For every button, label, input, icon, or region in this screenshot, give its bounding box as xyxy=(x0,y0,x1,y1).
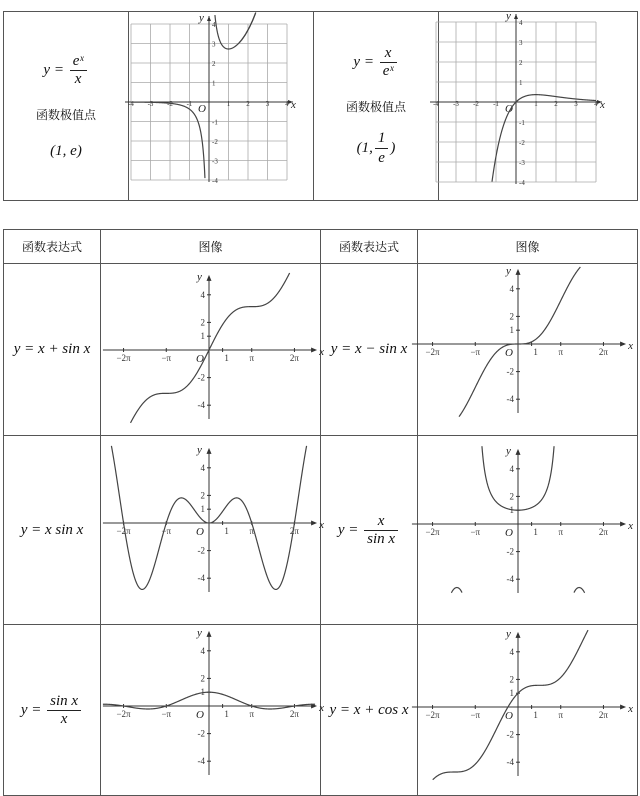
denominator: eˣ xyxy=(382,62,394,79)
y-axis-arrow xyxy=(207,275,212,281)
y-tick-label: 4 xyxy=(212,21,216,29)
x-tick-label: −π xyxy=(161,709,172,719)
header-expression: 函数表达式 xyxy=(321,230,418,264)
origin-label: O xyxy=(196,526,204,538)
x-tick-label: 3 xyxy=(574,100,578,108)
x-axis-arrow xyxy=(620,522,626,527)
graph-ex-over-x xyxy=(129,12,314,195)
y-tick-label: 1 xyxy=(509,505,514,516)
y-tick-label: -4 xyxy=(519,179,525,187)
x-axis-label: x xyxy=(628,340,633,352)
formula-cell-ex-over-x xyxy=(4,12,129,201)
function-curve-extension xyxy=(239,13,255,43)
y-tick-label: 4 xyxy=(509,646,514,657)
y-tick-label: 1 xyxy=(519,79,523,87)
y-tick-label: -2 xyxy=(212,138,218,146)
x-tick-label: −2π xyxy=(116,526,131,536)
origin-label: O xyxy=(196,709,204,721)
y-tick-label: -1 xyxy=(519,119,525,127)
function-graph-table xyxy=(3,229,638,796)
graph-cell xyxy=(418,264,638,436)
x-axis-arrow xyxy=(620,342,626,347)
denominator: e xyxy=(378,149,385,166)
y-tick-label: 3 xyxy=(519,39,523,47)
x-tick-label: 2π xyxy=(598,710,608,720)
x-tick-label: 2π xyxy=(598,347,608,357)
extremum-point xyxy=(314,129,438,168)
y-axis-label: y xyxy=(506,10,511,22)
point-open: (1, xyxy=(356,139,373,156)
y-tick-label: -4 xyxy=(212,177,218,185)
graph-sinx-over-x xyxy=(101,625,324,790)
y-tick-label: 1 xyxy=(509,325,514,336)
x-tick-label: −2π xyxy=(116,709,131,719)
x-axis-label: x xyxy=(628,520,633,532)
x-tick-label: π xyxy=(249,526,254,536)
graph-x-over-ex xyxy=(433,10,638,195)
x-axis-label: x xyxy=(628,703,633,715)
extremum-point: (1, e) xyxy=(50,142,82,159)
formula-lhs: y = xyxy=(43,61,64,78)
origin-label: O xyxy=(196,353,204,365)
x-tick-label: −π xyxy=(470,710,481,720)
function-curve xyxy=(131,273,290,423)
x-tick-label: −π xyxy=(470,347,481,357)
formula-x-minus-sinx: y = x − sin x xyxy=(321,264,418,436)
x-tick-label: 2π xyxy=(289,353,299,363)
y-axis-arrow xyxy=(207,448,212,454)
y-axis-label: y xyxy=(197,627,202,640)
x-tick-label: π xyxy=(249,353,254,363)
y-axis-arrow xyxy=(207,16,211,21)
y-tick-label: 1 xyxy=(200,331,205,342)
graph-cell-x-over-ex xyxy=(433,10,638,201)
y-tick-label: -4 xyxy=(197,400,205,411)
y-tick-label: 1 xyxy=(200,687,205,698)
x-tick-label: -2 xyxy=(167,100,173,108)
x-tick-label: -4 xyxy=(433,100,439,108)
y-tick-label: -1 xyxy=(212,118,218,127)
header-graph: 图像 xyxy=(101,230,321,264)
y-tick-label: 4 xyxy=(200,289,205,300)
graph-x-plus-cosx xyxy=(418,625,638,790)
x-axis-label: x xyxy=(291,99,296,111)
y-tick-label: -2 xyxy=(197,728,205,739)
graph-cell xyxy=(101,264,324,436)
y-tick-label: -2 xyxy=(197,372,205,383)
x-tick-label: -3 xyxy=(147,100,154,108)
y-tick-label: 2 xyxy=(200,317,205,328)
graph-cell xyxy=(101,625,324,796)
denominator: x xyxy=(74,70,82,87)
numerator: 1 xyxy=(375,129,389,149)
y-axis-arrow xyxy=(516,449,521,455)
formula-sinx-over-x xyxy=(4,625,101,796)
x-tick-label: 1 xyxy=(224,353,229,363)
x-tick-label: 1 xyxy=(224,526,229,536)
y-tick-label: 2 xyxy=(509,491,514,502)
x-tick-label: 1 xyxy=(533,527,538,537)
x-tick-label: 2π xyxy=(289,526,299,536)
x-tick-label: -1 xyxy=(186,100,193,108)
x-axis-label: x xyxy=(319,519,324,531)
y-tick-label: -3 xyxy=(519,159,525,167)
numerator: sin x xyxy=(47,693,81,711)
y-axis-arrow xyxy=(516,632,521,638)
numerator: eˣ xyxy=(70,53,87,71)
graph-cell xyxy=(101,436,324,625)
x-tick-label: 2 xyxy=(246,100,250,108)
graph-x-minus-sinx xyxy=(418,264,638,430)
y-tick-label: 4 xyxy=(200,645,205,656)
formula-lhs: y = xyxy=(20,701,42,718)
formula-x-over-sinx xyxy=(321,436,418,625)
point-close: ) xyxy=(390,139,396,156)
origin-label: O xyxy=(505,710,513,722)
x-axis-label: x xyxy=(319,346,324,358)
formula-lhs: y = xyxy=(353,53,374,70)
y-axis-arrow xyxy=(207,631,212,637)
y-tick-label: -2 xyxy=(197,545,205,556)
function-curve xyxy=(459,267,580,417)
x-tick-label: −2π xyxy=(425,710,440,720)
graph-x-plus-sinx xyxy=(101,264,324,430)
formula-x-sinx: y = x sin x xyxy=(4,436,101,625)
origin-label: O xyxy=(505,103,513,115)
x-tick-label: 4 xyxy=(594,100,598,108)
y-tick-label: 2 xyxy=(200,490,205,501)
y-tick-label: -2 xyxy=(519,139,525,147)
extremum-label: 函数极值点 xyxy=(345,99,406,114)
formula-x-plus-sinx: y = x + sin x xyxy=(4,264,101,436)
x-tick-label: -1 xyxy=(493,100,499,108)
fraction xyxy=(375,129,389,168)
y-tick-label: 4 xyxy=(509,283,514,294)
y-tick-label: -2 xyxy=(506,366,514,377)
y-tick-label: -2 xyxy=(506,546,514,557)
fraction xyxy=(380,45,397,80)
fraction xyxy=(70,53,87,88)
y-tick-label: 2 xyxy=(509,311,514,322)
origin-label: O xyxy=(505,527,513,539)
y-tick-label: -4 xyxy=(197,573,205,584)
extremum-label: 函数极值点 xyxy=(35,107,96,122)
x-axis-label: x xyxy=(319,702,324,714)
x-tick-label: π xyxy=(558,710,563,720)
y-tick-label: -4 xyxy=(197,756,205,767)
x-tick-label: −2π xyxy=(425,347,440,357)
origin-label: O xyxy=(505,347,513,359)
fraction xyxy=(364,513,398,548)
y-axis-label: y xyxy=(199,12,204,24)
x-axis-arrow xyxy=(311,348,317,353)
y-tick-label: 3 xyxy=(212,40,216,49)
y-tick-label: 4 xyxy=(200,462,205,473)
x-tick-label: 1 xyxy=(533,347,538,357)
extremum-table xyxy=(3,11,638,201)
x-tick-label: −π xyxy=(161,353,172,363)
x-tick-label: 4 xyxy=(285,100,289,108)
graph-x-sinx xyxy=(101,436,324,619)
y-tick-label: 4 xyxy=(519,19,523,27)
graph-cell-ex-over-x xyxy=(129,12,314,201)
y-tick-label: 2 xyxy=(200,673,205,684)
y-tick-label: -4 xyxy=(506,394,514,405)
x-axis-arrow xyxy=(311,521,317,526)
y-tick-label: 1 xyxy=(212,79,216,88)
formula-ex-over-x xyxy=(4,53,128,88)
x-tick-label: −2π xyxy=(425,527,440,537)
x-tick-label: π xyxy=(249,709,254,719)
x-axis-arrow xyxy=(620,705,626,710)
graph-x-over-sinx xyxy=(418,436,638,619)
header-expression: 函数表达式 xyxy=(4,230,101,264)
x-tick-label: 1 xyxy=(533,710,538,720)
x-tick-label: 1 xyxy=(226,100,231,108)
origin-label: O xyxy=(198,103,206,115)
y-axis-label: y xyxy=(506,445,511,458)
x-tick-label: −π xyxy=(161,526,172,536)
y-tick-label: -4 xyxy=(506,574,514,585)
graph-cell xyxy=(418,625,638,796)
header-graph: 图像 xyxy=(418,230,638,264)
x-tick-label: -4 xyxy=(128,100,134,108)
formula-cell-x-over-ex xyxy=(314,12,439,201)
y-tick-label: 1 xyxy=(509,688,514,699)
y-tick-label: -4 xyxy=(506,757,514,768)
x-tick-label: -3 xyxy=(453,100,459,108)
x-tick-label: 2π xyxy=(598,527,608,537)
y-tick-label: 2 xyxy=(509,674,514,685)
y-tick-label: -2 xyxy=(506,729,514,740)
x-tick-label: π xyxy=(558,527,563,537)
x-tick-label: -2 xyxy=(473,100,479,108)
y-axis-label: y xyxy=(197,444,202,457)
denominator: sin x xyxy=(367,530,396,547)
y-axis-label: y xyxy=(506,628,511,641)
x-tick-label: −π xyxy=(470,527,481,537)
x-tick-label: −2π xyxy=(116,353,131,363)
y-axis-label: y xyxy=(506,265,511,278)
y-tick-label: 4 xyxy=(509,463,514,474)
formula-x-plus-cosx: y = x + cos x xyxy=(321,625,418,796)
function-curve xyxy=(131,12,256,178)
fraction xyxy=(47,693,81,728)
numerator: x xyxy=(364,513,398,531)
graph-cell xyxy=(418,436,638,625)
formula-x-over-ex xyxy=(314,45,438,80)
y-tick-label: -3 xyxy=(212,157,218,166)
formula-lhs: y = xyxy=(337,521,359,538)
x-tick-label: 1 xyxy=(534,100,538,108)
x-axis-label: x xyxy=(600,99,605,111)
y-axis-arrow xyxy=(516,269,521,275)
x-tick-label: 1 xyxy=(224,709,229,719)
x-tick-label: 2 xyxy=(554,100,558,108)
x-tick-label: 3 xyxy=(265,100,270,108)
denominator: x xyxy=(60,710,68,727)
y-tick-label: 2 xyxy=(519,59,523,67)
y-axis-arrow xyxy=(514,14,518,19)
numerator: x xyxy=(380,45,397,63)
y-tick-label: 2 xyxy=(212,60,216,68)
y-tick-label: 1 xyxy=(200,504,205,515)
x-tick-label: π xyxy=(558,347,563,357)
x-tick-label: 2π xyxy=(289,709,299,719)
y-axis-label: y xyxy=(197,271,202,284)
